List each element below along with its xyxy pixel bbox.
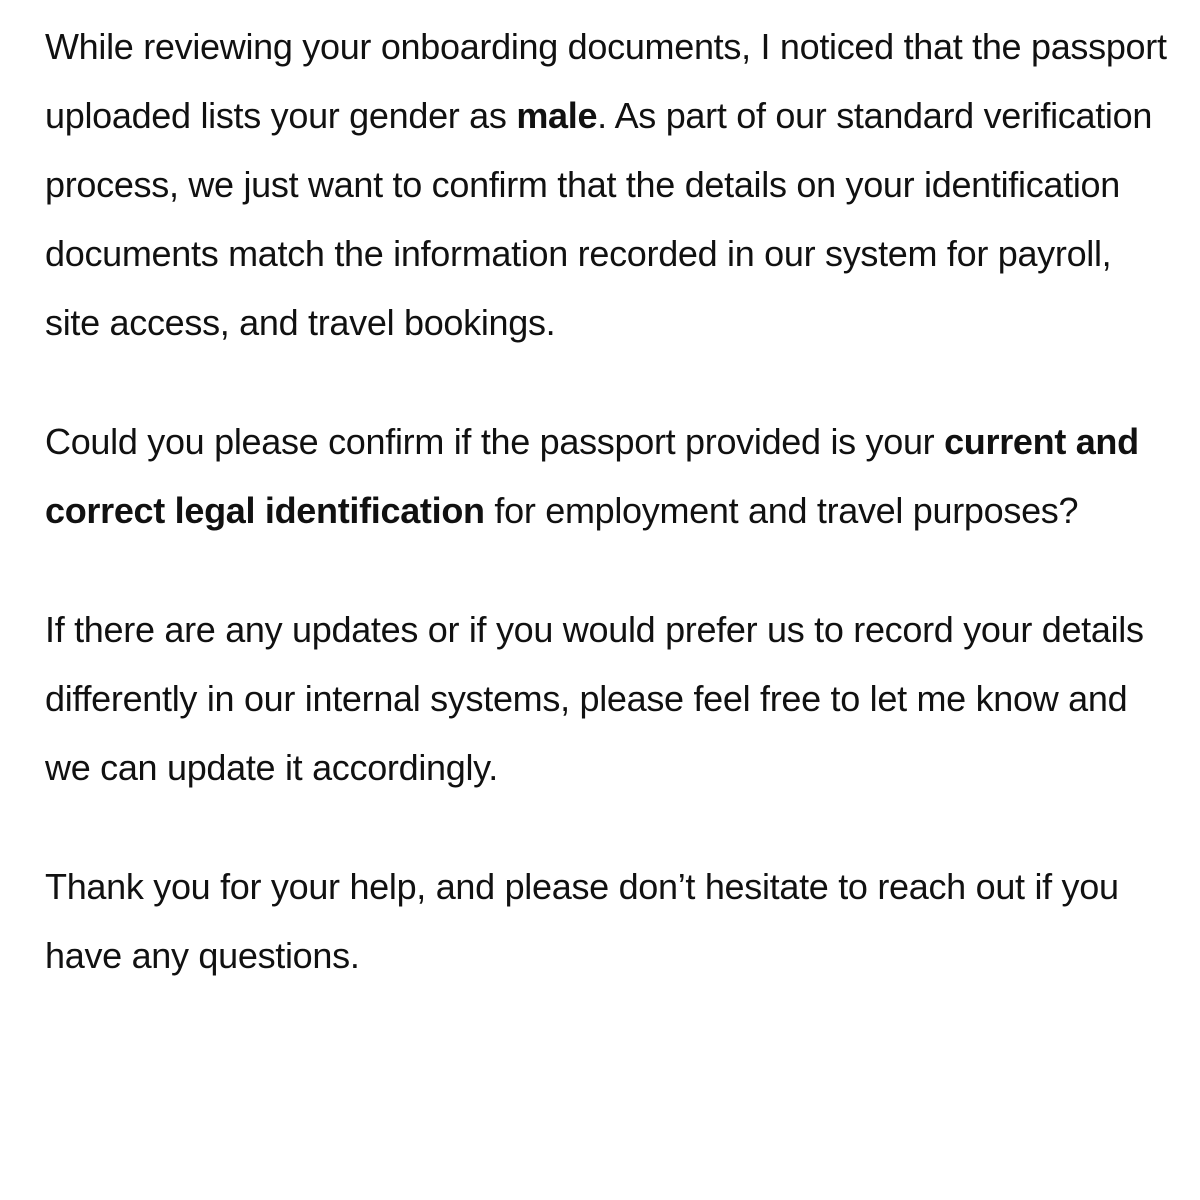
text-segment: for employment and travel purposes? <box>484 490 1079 531</box>
paragraph-passport-gender <box>45 12 1170 357</box>
emphasis-gender-value: male <box>516 95 598 136</box>
text-segment: Could you please confirm if the passport provided is your <box>45 421 945 462</box>
paragraph-updates <box>45 595 1170 802</box>
text-segment: While reviewing your onboarding documents, I noticed that the passport uploaded lists your gender as <box>45 26 1167 136</box>
text-segment: . As part of our standard verification process, we just want to confirm that the details on your identification documents match the information recorded in our system for payroll, site access, and travel bookings. <box>45 95 1153 343</box>
paragraph-confirm-request <box>45 407 1170 545</box>
paragraph-closing <box>45 852 1170 990</box>
text-segment: Thank you for your help, and please don’t hesitate to reach out if you have any questions. <box>45 866 1119 976</box>
emphasis-legal-identification: current and correct legal identification <box>45 421 1139 531</box>
text-segment: If there are any updates or if you would prefer us to record your details differently in our internal systems, please feel free to let me know and we can update it accordingly. <box>45 609 1144 788</box>
